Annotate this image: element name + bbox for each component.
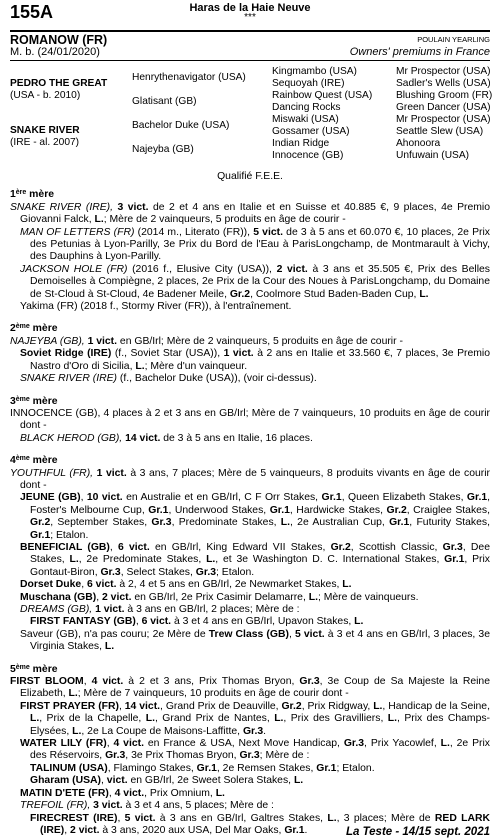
ancestor-g3: Sadler's Wells (USA) [396, 78, 491, 89]
granddam-paternal: Glatisant (GB) [132, 96, 197, 107]
produce-entry: TALINUM (USA), Flamingo Stakes, Gr.1, 2e Remsen Stakes, Gr.1; Etalon. [30, 762, 375, 774]
horse-sex-birth: M. b. (24/01/2020) [10, 46, 100, 58]
consignor-stars: *** [244, 12, 256, 23]
ancestor-g3: Seattle Slew (USA) [396, 126, 484, 137]
pedigree-table [10, 61, 493, 161]
section-heading-mere-1: 1ère mère [10, 189, 55, 201]
dam-info: (IRE - al. 2007) [10, 137, 80, 148]
ancestor-g2: Gossamer (USA) [272, 126, 350, 137]
produce-entry: BLACK HEROD (GB), 14 vict. de 3 à 5 ans en Italie, 16 places. [20, 432, 313, 444]
ancestor-g2: Kingmambo (USA) [272, 66, 357, 77]
horse-identity [10, 32, 490, 60]
qualification-note: Qualifié F.E.E. [217, 171, 283, 182]
dam-entry: SNAKE RIVER (IRE), 3 vict. de 2 et 4 ans en Italie et en Suisse et 40.885 €, 9 places, 4e Premio Giovanni Falck, L.; Mère de 2 vainqueurs, 5 produits en âge de courir - [10, 201, 490, 226]
ancestor-g3: Green Dancer (USA) [396, 102, 491, 113]
ancestor-g2: Sequoyah (IRE) [272, 78, 345, 89]
ancestor-g2: Rainbow Quest (USA) [272, 90, 373, 101]
produce-entry: FIRST PRAYER (FR), 14 vict., Grand Prix de Deauville, Gr.2, Prix Ridgway, L., Handicap de la Seine, L., Prix de la Chapelle, L., Grand Prix de Nantes, L., Prix des Gravilliers, L., Prix des Champs-Elysées, L., 2e La Coupe de Maisons-Laffitte, Gr.3. [20, 700, 491, 737]
produce-entry: Gharam (USA), vict. en GB/Irl, 2e Sweet Solera Stakes, L. [30, 775, 304, 787]
produce-entry: JEUNE (GB), 10 vict. en Australie et en GB/Irl, C F Orr Stakes, Gr.1, Queen Elizabeth Stakes, Gr.1, Foster's Melbourne Cup, Gr.1, Underwood Stakes, Gr.1, Hardwicke Stakes, Gr.2, Craiglee Stakes, Gr.2, September Stakes, Gr.3, Predominate Stakes, L., 2e Australian Cup, Gr.1, Futurity Stakes, Gr.1; Etalon. [20, 492, 491, 541]
dam-entry: NAJEYBA (GB), 1 vict. en GB/Irl; Mère de 2 vainqueurs, 5 produits en âge de courir - [10, 335, 403, 347]
sire-name: PEDRO THE GREAT [10, 78, 108, 89]
dam-entry: YOUTHFUL (FR), 1 vict. à 3 ans, 7 places; Mère de 5 vainqueurs, 8 produits vivants en âge de courir dont - [10, 467, 490, 491]
produce-entry: Saveur (GB), n'a pas couru; 2e Mère de Trew Class (GB), 5 vict. à 3 et 4 ans en GB/Irl, 3 places, 3e Virginia Stakes, L. [20, 628, 490, 653]
produce-entry: FIRECREST (IRE), 5 vict. à 3 ans en GB/Irl, Galtres Stakes, L., 3 places; Mère de RED LARK (IRE), 2 vict. à 3 ans, 2020 aux USA, Del Mar Oaks, Gr.1. [30, 812, 490, 836]
ancestor-g2: Miswaki (USA) [272, 114, 339, 125]
produce-entry: Muschana (GB), 2 vict. en GB/Irl, 2e Prix Casimir Delamarre, L.; Mère de vainqueurs. [20, 591, 419, 603]
ancestor-g3: Blushing Groom (FR) [396, 90, 493, 101]
ancestor-g3: Mr Prospector (USA) [396, 66, 491, 77]
sale-footer: La Teste - 14/15 sept. 2021 [345, 826, 490, 838]
dam-name: SNAKE RIVER [10, 125, 80, 136]
dam-entry: FIRST BLOOM, 4 vict. à 2 et 3 ans, Prix Thomas Bryon, Gr.3, 3e Coup de Sa Majeste la Reine Elizabeth, L.; Mère de 7 vainqueurs, 10 produits en âge de courir dont - [10, 676, 490, 700]
premiums-note: Owners' premiums in France [349, 46, 490, 58]
ancestor-g3: Ahonoora [396, 138, 441, 149]
produce-entry: FIRST FANTASY (GB), 6 vict. à 3 et 4 ans en GB/Irl, Upavon Stakes, L. [30, 616, 364, 628]
produce-entry: WATER LILY (FR), 4 vict. en France & USA, Next Move Handicap, Gr.3, Prix Yacowlef, L., 2e Prix des Réservoirs, Gr.3, 3e Prix Thomas Bryon, Gr.3; Mère de : [20, 738, 490, 762]
produce-entry: MATIN D'ETE (FR), 4 vict., Prix Omnium, L. [20, 787, 225, 799]
lot-number: 155A [10, 2, 54, 22]
horse-name: ROMANOW (FR) [10, 33, 108, 47]
consignor-name: Haras de la Haie Neuve [189, 2, 311, 14]
granddam-maternal: Najeyba (GB) [132, 144, 194, 155]
produce-entry: Soviet Ridge (IRE) (f., Soviet Star (USA)), 1 vict. à 2 ans en Italie et 33.560 €, 7 places, 3e Premio Nastro d'Oro di Sicilia, L.; Mère d'un vainqueur. [20, 348, 491, 372]
dam-entry: INNOCENCE (GB), 4 places à 2 et 3 ans en GB/Irl; Mère de 7 vainqueurs, 10 produits en âge de courir dont - [10, 407, 490, 432]
ancestor-g2: Indian Ridge [272, 138, 330, 149]
section-heading-mere-2: 2ème mère [10, 323, 58, 335]
ancestor-g3: Unfuwain (USA) [396, 150, 470, 161]
sire-info: (USA - b. 2010) [10, 90, 81, 101]
section-heading-mere-5: 5ème mère [10, 663, 58, 675]
produce-entry: DREAMS (GB), 1 vict. à 3 ans en GB/Irl, 2 places; Mère de : [20, 604, 300, 615]
catalogue-page [10, 0, 493, 838]
ancestor-g2: Innocence (GB) [272, 150, 344, 161]
page-header [10, 0, 490, 30]
section-heading-mere-4: 4ème mère [10, 455, 58, 467]
section-heading-mere-3: 3ème mère [10, 395, 58, 407]
produce-entry: JACKSON HOLE (FR) (2016 f., Elusive City (USA)), 2 vict. à 3 ans et 35.505 €, Prix des Belles Demoiselles à Compiègne, 2 places, 2e Prix de la Cour des Noues à ParisLongchamp, du Domaine de St-Cloud à St-Cloud, 4e Badener Meile, Gr.2, Coolmore Stud Baden-Baden Cup, L. [20, 263, 490, 300]
produce-entry: MAN OF LETTERS (FR) (2014 m., Literato (FR)), 5 vict. de 3 à 5 ans et 60.070 €, 10 places, 2e Prix des Petunias à Lyon-Parilly, 3e Prix du Bord de l'Eau à ParisLongchamp, de Montmarault à Vichy, des Dauphins à Lyon-Parilly. [20, 226, 490, 263]
produce-entry: Yakima (FR) (2018 f., Stormy River (FR)), à l'entraînement. [20, 301, 292, 313]
grandsire-paternal: Henrythenavigator (USA) [132, 72, 246, 83]
produce-entry: SNAKE RIVER (IRE) (f., Bachelor Duke (USA)), (voir ci-dessus). [20, 373, 317, 385]
produce-entry: Dorset Duke, 6 vict. à 2, 4 et 5 ans en GB/Irl, 2e Newmarket Stakes, L. [20, 579, 352, 591]
grandsire-maternal: Bachelor Duke (USA) [132, 120, 230, 131]
produce-entry: BENEFICIAL (GB), 6 vict. en GB/Irl, King Edward VII Stakes, Gr.2, Scottish Classic, Gr.3, Dee Stakes, L., 2e Predominate Stakes, L., et 3e Washington D. C. International Stakes, Gr.1, Prix Gontaut-Biron, Gr.3, Select Stakes, Gr.3; Etalon. [20, 541, 491, 578]
sale-category: POULAIN YEARLING [417, 35, 490, 44]
produce-entry: TREFOIL (FR), 3 vict. à 3 et 4 ans, 5 places; Mère de : [20, 800, 274, 812]
ancestor-g3: Mr Prospector (USA) [396, 114, 491, 125]
ancestor-g2: Dancing Rocks [272, 102, 341, 113]
